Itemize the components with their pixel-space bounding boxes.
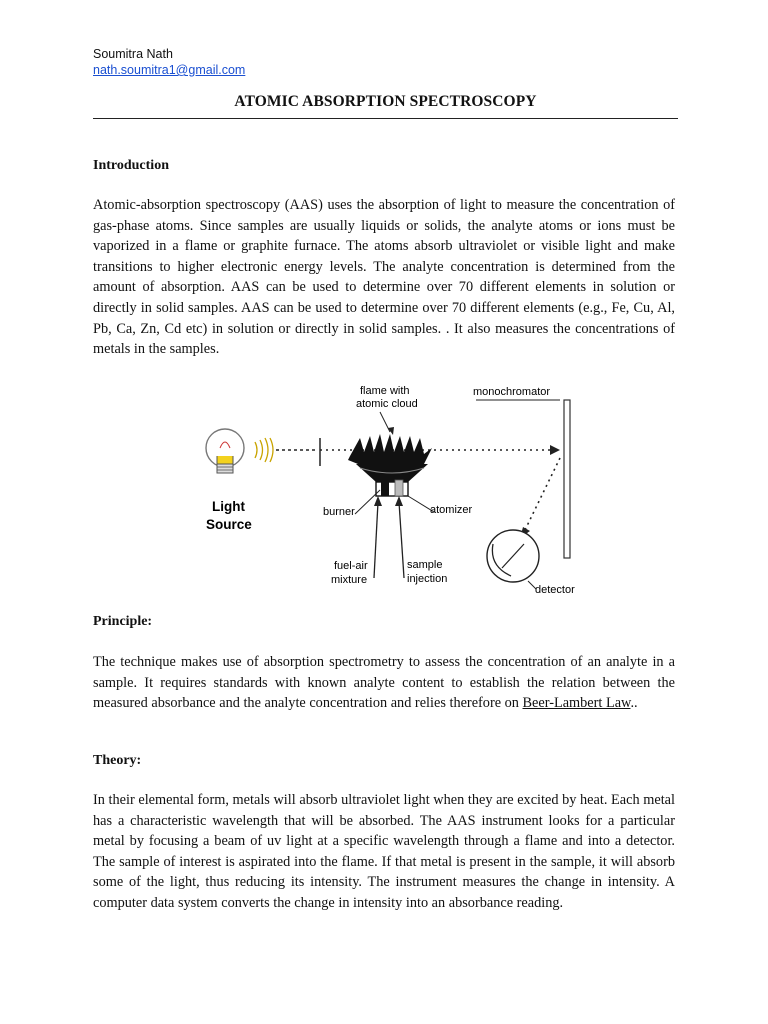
principle-paragraph: [93, 652, 675, 714]
author-name: Soumitra Nath: [93, 47, 173, 61]
monochromator-label: monochromator: [473, 386, 551, 398]
flame-label-line1: flame with: [360, 385, 410, 397]
light-wave-icon: [255, 438, 273, 462]
fuel-air-label-line1: fuel-air: [334, 560, 368, 572]
title-divider: [93, 118, 678, 119]
light-source-label-line1: Light: [212, 499, 245, 514]
fuel-air-label-line2: mixture: [331, 574, 368, 586]
author-email-link[interactable]: nath.soumitra1@gmail.com: [93, 63, 246, 77]
aas-diagram: [180, 378, 590, 600]
atomizer-label: atomizer: [430, 504, 473, 516]
light-bulb-icon: [206, 429, 244, 473]
principle-heading: Principle:: [93, 614, 153, 629]
introduction-heading: Introduction: [93, 158, 169, 173]
detector-icon: [487, 530, 539, 582]
flame-icon: [348, 434, 432, 482]
light-source-label-line2: Source: [206, 517, 252, 532]
theory-heading: Theory:: [93, 753, 142, 768]
author-block: [93, 46, 245, 78]
detector-label: detector: [535, 584, 575, 596]
sample-label-line2: injection: [407, 573, 448, 585]
beer-lambert-link[interactable]: Beer-Lambert Law: [522, 695, 631, 712]
monochromator-icon: [564, 400, 570, 558]
principle-tail: ..: [630, 695, 638, 712]
document-title: ATOMIC ABSORPTION SPECTROSCOPY: [234, 93, 537, 110]
introduction-paragraph: Atomic-absorption spectroscopy (AAS) uses the absorption of light to measure the concentration of gas-phase atoms. Since samples are usually liquids or solids, the analyte atoms or ions must be vaporized in a flame or graphite furnace. The atoms absorb ultraviolet or visible light and make transitions to higher electronic energy levels. The analyte concentration is determined from the amount of absorption. AAS can be used to determine over 70 different elements in solution or directly in solid samples. AAS can be used to determine over 70 different elements (e.g., Fe, Cu, Al, Pb, Ca, Zn, Cd etc) in solution or directly in solid samples. . It also measures the concentrations of metals in the samples.: [93, 197, 675, 358]
burner-label: burner: [323, 506, 355, 518]
flame-label-line2: atomic cloud: [356, 398, 418, 410]
theory-paragraph: In their elemental form, metals will absorb ultraviolet light when they are excited by heat. Each metal has a characteristic wavelength that will be absorbed. The AAS instrument looks for a particular metal by focusing a beam of uv light at a specific wavelength through a flame and into a detector. The sample of interest is aspirated into the flame. If that metal is present in the sample, it will absorb some of the light, thus reducing its intensity. The instrument measures the change in intensity. A computer data system converts the change in intensity into an absorbance reading.: [93, 792, 675, 911]
principle-text: The technique makes use of absorption spectrometry to assess the concentration of an analyte in a sample. It requires standards with known analyte content to establish the relation between the measured absorbance and the analyte concentration and relies therefore on: [93, 654, 675, 712]
sample-label-line1: sample: [407, 559, 443, 571]
